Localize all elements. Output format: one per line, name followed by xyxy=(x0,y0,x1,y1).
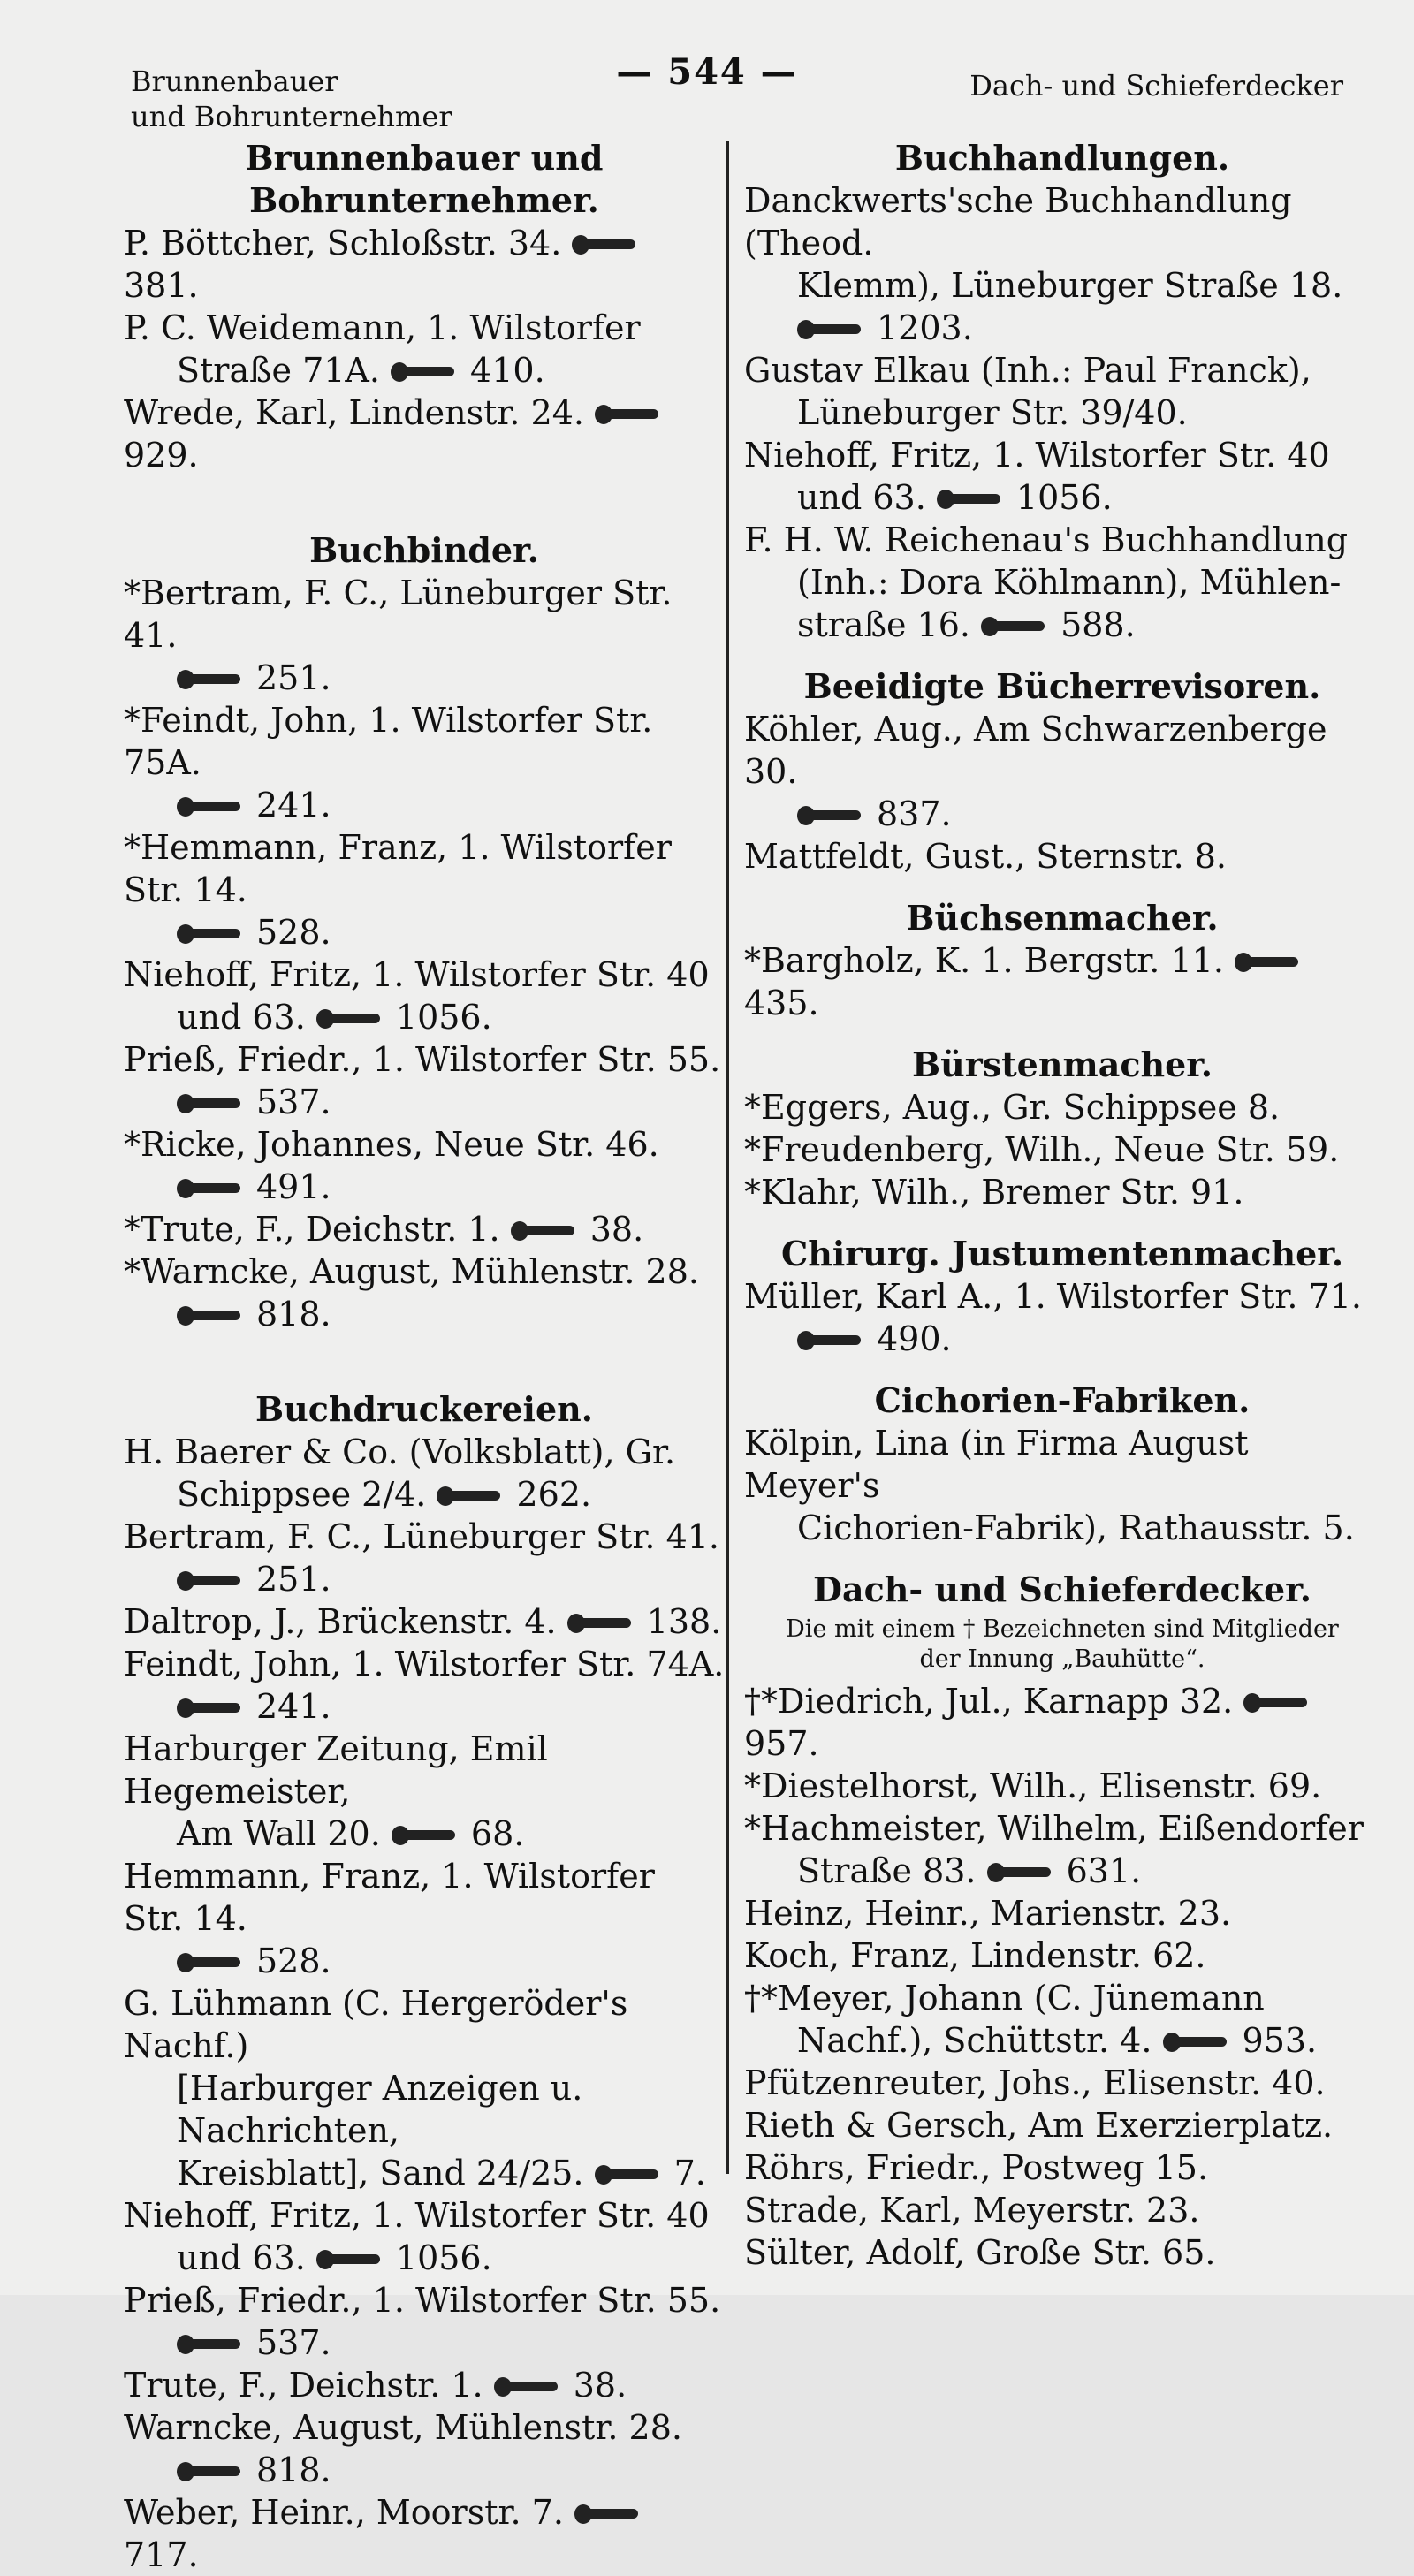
phone-number: 837. xyxy=(877,794,952,833)
list-item xyxy=(124,1516,725,1600)
list-item xyxy=(124,222,725,307)
list-item xyxy=(744,1422,1380,1549)
right-column xyxy=(744,137,1380,2274)
telephone-icon xyxy=(1243,1692,1312,1714)
page-number: — 544 — xyxy=(616,51,798,93)
phone-number: 537. xyxy=(256,1083,331,1121)
phone-number: 717. xyxy=(124,2535,199,2574)
entry-continuation: Kreisblatt], Sand 24/25. xyxy=(177,2154,584,2192)
entry-continuation: Nachf.), Schüttstr. 4. xyxy=(797,2021,1152,2060)
telephone-icon xyxy=(177,1570,246,1592)
entry-text: P. Böttcher, Schloßstr. 34. xyxy=(124,224,562,262)
section-note: Die mit einem † Bezeichneten sind Mitglieder der Innung „Bauhütte“. xyxy=(786,1615,1339,1673)
phone-number: 241. xyxy=(256,1687,331,1726)
entry-text: †*Meyer, Johann (C. Jünemann xyxy=(744,1979,1265,2017)
entry-continuation: Straße 83. xyxy=(797,1851,977,1890)
telephone-icon xyxy=(981,616,1050,637)
section-title-buchbinder: Buchbinder. xyxy=(309,530,539,570)
running-head-left xyxy=(131,64,452,134)
list-item: Strade, Karl, Meyerstr. 23. xyxy=(744,2191,1200,2230)
telephone-icon xyxy=(177,923,246,945)
phone-number: 241. xyxy=(256,786,331,824)
entry-text: *Warncke, August, Mühlenstr. 28. xyxy=(124,1252,699,1291)
phone-number: 410. xyxy=(470,351,545,390)
entry-text: Prieß, Friedr., 1. Wilstorfer Str. 55. xyxy=(124,1040,721,1079)
entry-text: H. Baerer & Co. (Volksblatt), Gr. xyxy=(124,1432,676,1471)
telephone-icon xyxy=(595,404,664,425)
list-item: Pfützenreuter, Johs., Elisenstr. 40. xyxy=(744,2063,1326,2102)
phone-number: 1056. xyxy=(395,998,492,1037)
entry-text: *Hemmann, Franz, 1. Wilstorfer Str. 14. xyxy=(124,828,672,909)
telephone-icon xyxy=(937,489,1006,510)
telephone-icon xyxy=(1235,952,1304,973)
phone-number: 929. xyxy=(124,436,199,475)
entry-text: Kölpin, Lina (in Firma August Meyer's xyxy=(744,1424,1249,1505)
list-item xyxy=(124,1038,725,1123)
telephone-icon xyxy=(797,805,866,826)
running-head-left-line1: Brunnenbauer xyxy=(131,65,338,98)
telephone-icon xyxy=(494,2376,563,2397)
telephone-icon xyxy=(437,1486,506,1507)
phone-number: 537. xyxy=(256,2323,331,2362)
list-item xyxy=(744,939,1380,1024)
entry-text: *Trute, F., Deichstr. 1. xyxy=(124,1210,500,1249)
entry-continuation: [Harburger Anzeigen u. Nachrichten, xyxy=(177,2069,583,2150)
phone-number: 953. xyxy=(1242,2021,1318,2060)
list-item xyxy=(744,179,1380,349)
entry-continuation: und 63. xyxy=(797,478,926,517)
telephone-icon xyxy=(595,2164,664,2185)
telephone-icon xyxy=(316,2249,385,2270)
phone-number: 262. xyxy=(516,1475,592,1514)
list-item xyxy=(124,1643,725,1728)
entry-text: Trute, F., Deichstr. 1. xyxy=(124,2366,483,2405)
telephone-icon xyxy=(316,1008,385,1030)
list-item xyxy=(124,1250,725,1335)
section-title-dachdecker: Dach- und Schieferdecker. xyxy=(813,1569,1311,1609)
entry-text: Niehoff, Fritz, 1. Wilstorfer Str. 40 xyxy=(124,2196,710,2235)
phone-number: 38. xyxy=(573,2366,627,2405)
section-title-buechsenmacher: Büchsenmacher. xyxy=(906,898,1219,938)
phone-number: 251. xyxy=(256,658,331,697)
list-item xyxy=(124,2406,725,2491)
list-item: Rieth & Gersch, Am Exerzierplatz. xyxy=(744,2106,1334,2145)
entry-text: *Feindt, John, 1. Wilstorfer Str. 75A. xyxy=(124,701,653,782)
entry-text: *Ricke, Johannes, Neue Str. 46. xyxy=(124,1125,659,1164)
entry-continuation: Klemm), Lüneburger Straße 18. xyxy=(797,266,1343,305)
entry-text: P. C. Weidemann, 1. Wilstorfer xyxy=(124,308,641,347)
section-title-buchdruckereien: Buchdruckereien. xyxy=(255,1389,594,1429)
phone-number: 818. xyxy=(256,2451,331,2489)
list-item xyxy=(124,1600,725,1643)
phone-number: 1056. xyxy=(395,2238,492,2277)
entry-continuation: Lüneburger Str. 39/40. xyxy=(797,393,1188,432)
list-item xyxy=(124,2194,725,2279)
telephone-icon xyxy=(177,1305,246,1326)
list-item: *Freudenberg, Wilh., Neue Str. 59. xyxy=(744,1130,1340,1169)
entry-text: *Bargholz, K. 1. Bergstr. 11. xyxy=(744,941,1224,980)
list-item xyxy=(744,519,1380,646)
entry-text: Wrede, Karl, Lindenstr. 24. xyxy=(124,393,584,432)
entry-text: *Hachmeister, Wilhelm, Eißendorfer xyxy=(744,1809,1364,1848)
entry-text: Weber, Heinr., Moorstr. 7. xyxy=(124,2493,564,2532)
entry-continuation: straße 16. xyxy=(797,605,970,644)
entry-text: G. Lühmann (C. Hergeröder's Nachf.) xyxy=(124,1984,628,2065)
list-item xyxy=(744,349,1380,434)
telephone-icon xyxy=(567,1613,636,1634)
entry-text: Mattfeldt, Gust., Sternstr. 8. xyxy=(744,837,1228,876)
list-item xyxy=(124,954,725,1038)
list-item xyxy=(124,2279,725,2364)
entry-text: Feindt, John, 1. Wilstorfer Str. 74A. xyxy=(124,1645,725,1683)
telephone-icon xyxy=(177,669,246,690)
list-item: Röhrs, Friedr., Postweg 15. xyxy=(744,2148,1209,2187)
phone-number: 38. xyxy=(589,1210,644,1249)
phone-number: 491. xyxy=(256,1167,331,1206)
telephone-icon xyxy=(177,2461,246,2482)
list-item: Sülter, Adolf, Große Str. 65. xyxy=(744,2233,1216,2272)
entry-continuation: und 63. xyxy=(177,2238,306,2277)
list-item: *Eggers, Aug., Gr. Schippsee 8. xyxy=(744,1088,1281,1127)
column-divider xyxy=(726,141,729,2174)
entry-text: Prieß, Friedr., 1. Wilstorfer Str. 55. xyxy=(124,2281,721,2320)
section-title-buecherrevisoren: Beeidigte Bücherrevisoren. xyxy=(803,666,1321,706)
list-item xyxy=(124,572,725,699)
telephone-icon xyxy=(177,1952,246,1973)
entry-text: Bertram, F. C., Lüneburger Str. 41. xyxy=(124,1517,719,1556)
list-item: Koch, Franz, Lindenstr. 62. xyxy=(744,1936,1206,1975)
list-item xyxy=(124,2491,725,2576)
entry-text: Gustav Elkau (Inh.: Paul Franck), xyxy=(744,351,1311,390)
list-item: Heinz, Heinr., Marienstr. 23. xyxy=(744,1894,1232,1933)
list-item xyxy=(744,1275,1380,1360)
running-head-left-line2: und Bohrunternehmer xyxy=(131,100,452,133)
list-item xyxy=(744,1977,1380,2062)
phone-number: 68. xyxy=(470,1814,525,1853)
list-item xyxy=(124,699,725,826)
phone-number: 1056. xyxy=(1015,478,1113,517)
phone-number: 138. xyxy=(646,1602,722,1641)
telephone-icon xyxy=(987,1862,1056,1883)
entry-continuation: und 63. xyxy=(177,998,306,1037)
entry-text: Daltrop, J., Brückenstr. 4. xyxy=(124,1602,557,1641)
telephone-icon xyxy=(177,1178,246,1199)
list-item xyxy=(124,1431,725,1516)
entry-text: Hemmann, Franz, 1. Wilstorfer Str. 14. xyxy=(124,1857,655,1938)
phone-number: 7. xyxy=(673,2154,706,2192)
entry-text: F. H. W. Reichenau's Buchhandlung xyxy=(744,521,1349,559)
entry-continuation: Cichorien-Fabrik), Rathausstr. 5. xyxy=(797,1508,1355,1547)
phone-number: 631. xyxy=(1066,1851,1142,1890)
telephone-icon xyxy=(797,1330,866,1351)
telephone-icon xyxy=(177,796,246,817)
phone-number: 588. xyxy=(1060,605,1136,644)
entry-text: Köhler, Aug., Am Schwarzenberge 30. xyxy=(744,710,1327,791)
list-item xyxy=(124,2364,725,2406)
section-title-cichorien: Cichorien-Fabriken. xyxy=(874,1380,1251,1420)
list-item: *Klahr, Wilh., Bremer Str. 91. xyxy=(744,1173,1244,1212)
list-item xyxy=(124,1208,725,1250)
phone-number: 435. xyxy=(744,984,819,1022)
list-item xyxy=(744,708,1380,835)
entry-continuation: Am Wall 20. xyxy=(177,1814,381,1853)
phone-number: 381. xyxy=(124,266,199,305)
telephone-icon xyxy=(177,2334,246,2355)
list-item xyxy=(124,307,725,391)
telephone-icon xyxy=(572,234,641,255)
entry-text: Harburger Zeitung, Emil Hegemeister, xyxy=(124,1729,548,1811)
entry-text: Niehoff, Fritz, 1. Wilstorfer Str. 40 xyxy=(744,436,1330,475)
list-item xyxy=(124,1855,725,1982)
list-item xyxy=(124,1982,725,2194)
telephone-icon xyxy=(391,361,460,383)
entry-continuation: (Inh.: Dora Köhlmann), Mühlen- xyxy=(797,563,1342,602)
section-title-buchhandlungen: Buchhandlungen. xyxy=(894,138,1230,178)
phone-number: 490. xyxy=(877,1319,952,1358)
entry-text: †*Diedrich, Jul., Karnapp 32. xyxy=(744,1682,1234,1721)
section-title-instrumentenmacher: Chirurg. Justumentenmacher. xyxy=(780,1234,1344,1273)
section-title-brunnenbauer: Brunnenbauer und Bohrunternehmer. xyxy=(245,138,604,220)
telephone-icon xyxy=(177,1698,246,1719)
entry-text: Müller, Karl A., 1. Wilstorfer Str. 71. xyxy=(744,1277,1362,1316)
phone-number: 528. xyxy=(256,913,331,952)
entry-continuation: Schippsee 2/4. xyxy=(177,1475,427,1514)
section-title-buerstenmacher: Bürstenmacher. xyxy=(911,1045,1213,1084)
list-item xyxy=(744,1807,1380,1892)
left-column xyxy=(124,137,725,2576)
telephone-icon xyxy=(392,1825,460,1846)
telephone-icon xyxy=(177,1093,246,1114)
running-head-right: Dach- und Schieferdecker xyxy=(969,69,1343,103)
entry-continuation: Straße 71A. xyxy=(177,351,380,390)
entry-text: Warncke, August, Mühlenstr. 28. xyxy=(124,2408,682,2447)
phone-number: 818. xyxy=(256,1295,331,1334)
list-item xyxy=(124,391,725,476)
entry-text: *Bertram, F. C., Lüneburger Str. 41. xyxy=(124,574,673,655)
list-item xyxy=(124,1728,725,1855)
list-item xyxy=(744,835,1380,878)
telephone-icon xyxy=(511,1220,580,1242)
entry-text: Niehoff, Fritz, 1. Wilstorfer Str. 40 xyxy=(124,955,710,994)
entry-text: Danckwerts'sche Buchhandlung (Theod. xyxy=(744,181,1292,262)
phone-number: 957. xyxy=(744,1724,819,1763)
phone-number: 251. xyxy=(256,1560,331,1599)
list-item: *Diestelhorst, Wilh., Elisenstr. 69. xyxy=(744,1767,1322,1805)
list-item xyxy=(124,826,725,954)
list-item xyxy=(744,434,1380,519)
phone-number: 1203. xyxy=(877,308,973,347)
list-item xyxy=(124,1123,725,1208)
telephone-icon xyxy=(797,319,866,340)
list-item xyxy=(744,1680,1380,1765)
phone-number: 528. xyxy=(256,1941,331,1980)
telephone-icon xyxy=(1163,2032,1232,2053)
telephone-icon xyxy=(574,2504,643,2525)
